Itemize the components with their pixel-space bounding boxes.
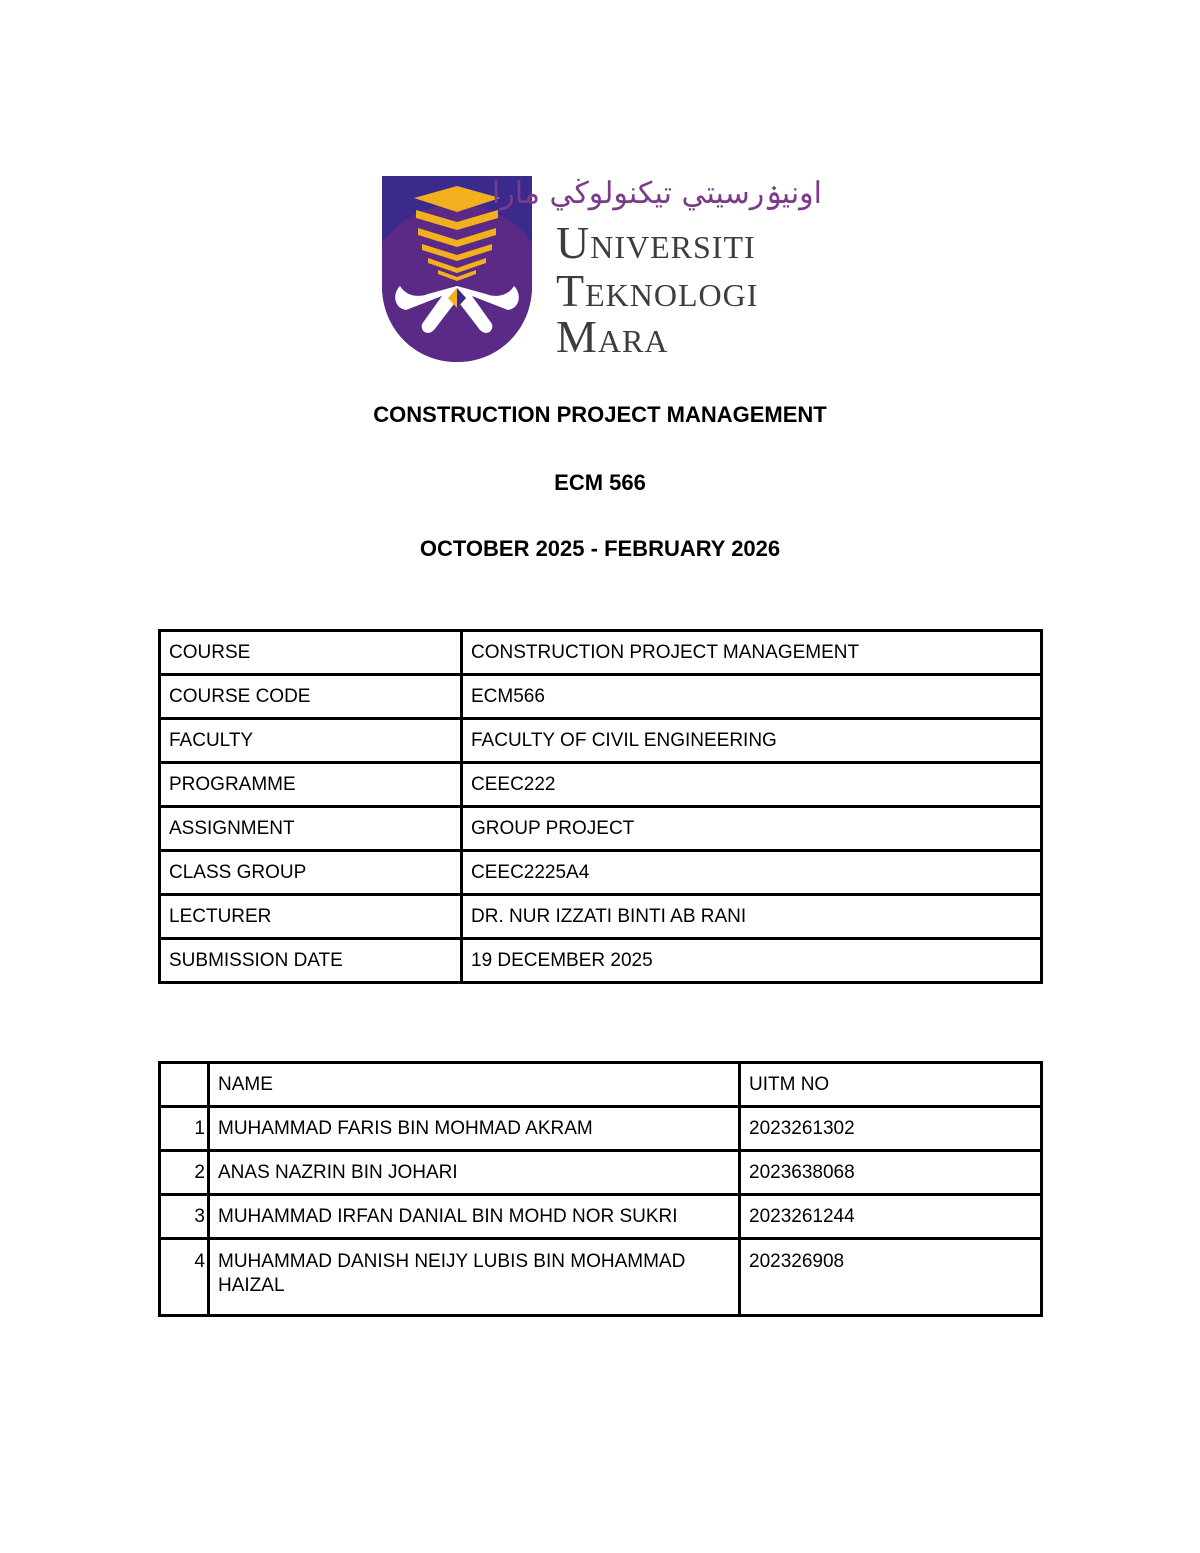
info-label: LECTURER (160, 895, 462, 939)
table-row (160, 1151, 1042, 1195)
table-row (160, 851, 1042, 895)
member-name: MUHAMMAD FARIS BIN MOHMAD AKRAM (209, 1107, 740, 1151)
table-row (160, 939, 1042, 983)
logo-word-universiti: Universiti (556, 217, 756, 268)
table-row (160, 763, 1042, 807)
info-value: CONSTRUCTION PROJECT MANAGEMENT (462, 631, 1042, 675)
info-value: FACULTY OF CIVIL ENGINEERING (462, 719, 1042, 763)
info-label: COURSE CODE (160, 675, 462, 719)
info-label: PROGRAMME (160, 763, 462, 807)
course-title: CONSTRUCTION PROJECT MANAGEMENT (373, 402, 827, 427)
member-name: MUHAMMAD IRFAN DANIAL BIN MOHD NOR SUKRI (209, 1195, 740, 1239)
member-uitm-no: 2023261302 (740, 1107, 1042, 1151)
university-logo (382, 172, 822, 362)
info-label: CLASS GROUP (160, 851, 462, 895)
member-uitm-no: 2023638068 (740, 1151, 1042, 1195)
group-members-table (158, 1061, 1043, 1317)
info-value: DR. NUR IZZATI BINTI AB RANI (462, 895, 1042, 939)
logo-word-teknologi: Teknologi (556, 265, 759, 316)
table-row (160, 807, 1042, 851)
info-label: FACULTY (160, 719, 462, 763)
info-value: CEEC222 (462, 763, 1042, 807)
member-number: 2 (160, 1151, 209, 1195)
table-row (160, 1239, 1042, 1316)
header-number (160, 1063, 209, 1107)
info-label: ASSIGNMENT (160, 807, 462, 851)
info-label: COURSE (160, 631, 462, 675)
session-heading: OCTOBER 2025 - FEBRUARY 2026 (419, 536, 781, 561)
member-name: ANAS NAZRIN BIN JOHARI (209, 1151, 740, 1195)
table-row (160, 719, 1042, 763)
member-name: MUHAMMAD DANISH NEIJY LUBIS BIN MOHAMMAD HAIZAL (209, 1239, 740, 1316)
info-value: GROUP PROJECT (462, 807, 1042, 851)
member-uitm-no: 2023261244 (740, 1195, 1042, 1239)
info-value: ECM566 (462, 675, 1042, 719)
table-row (160, 1195, 1042, 1239)
member-uitm-no: 202326908 (740, 1239, 1042, 1316)
member-number: 3 (160, 1195, 209, 1239)
table-row (160, 1107, 1042, 1151)
course-code-heading: ECM 566 (554, 470, 646, 495)
header-uitm-no: UITM NO (740, 1063, 1042, 1107)
info-label: SUBMISSION DATE (160, 939, 462, 983)
header-name: NAME (209, 1063, 740, 1107)
course-info-table (158, 629, 1043, 984)
info-value: CEEC2225A4 (462, 851, 1042, 895)
info-value: 19 DECEMBER 2025 (462, 939, 1042, 983)
table-row (160, 895, 1042, 939)
table-row (160, 631, 1042, 675)
logo-word-mara: Mara (556, 311, 669, 362)
table-row (160, 675, 1042, 719)
logo-jawi-text: اونيۏرسيتي تيكنولوڬي مارا (491, 176, 822, 211)
member-number: 1 (160, 1107, 209, 1151)
member-number: 4 (160, 1239, 209, 1316)
table-header-row (160, 1063, 1042, 1107)
